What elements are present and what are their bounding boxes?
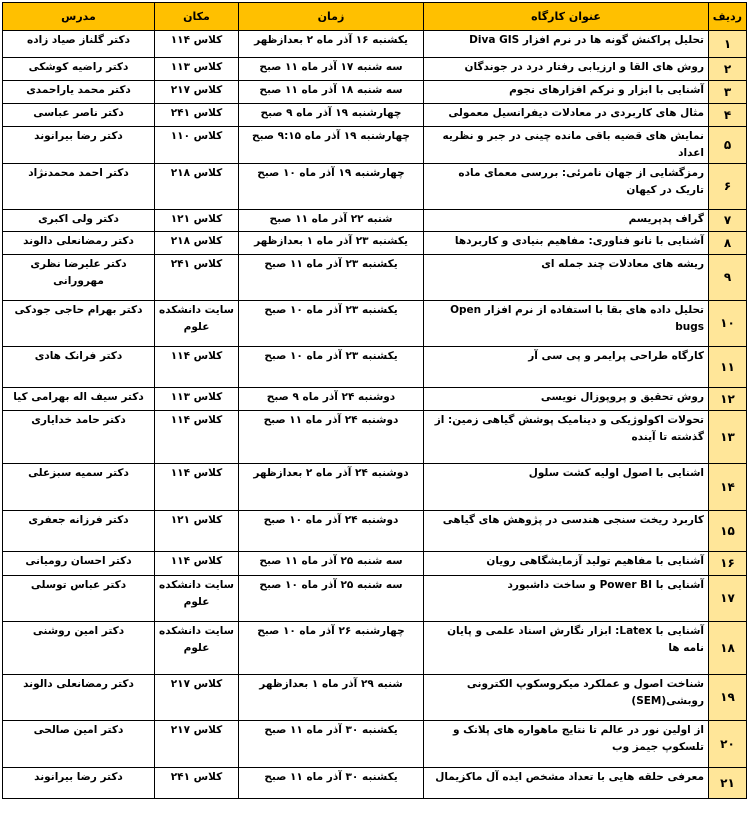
workshop-time: دوشنبه ۲۴ آذر ماه ۱۱ صبح (239, 411, 424, 464)
workshop-title: روش های القا و ارزیابی رفتار درد در جوندگان (424, 58, 709, 81)
workshop-title: از اولین نور در عالم تا نتایج ماهواره های پلانک و تلسکوپ جیمز وب (424, 721, 709, 768)
workshop-time: سه شنبه ۱۸ آذر ماه ۱۱ صبح (239, 81, 424, 104)
row-index: ۲۰ (709, 721, 747, 768)
workshop-title: کاربرد ریخت سنجی هندسی در پژوهش های گیاهی (424, 511, 709, 552)
workshop-title: آشنایی با نانو فناوری: مفاهیم بنیادی و کاربردها (424, 232, 709, 255)
table-row (3, 58, 747, 81)
workshop-teacher: دکتر محمد یاراحمدی (3, 81, 155, 104)
workshop-time: یکشنبه ۲۳ آذر ماه ۱ بعدازظهر (239, 232, 424, 255)
workshop-title: اشنایی با اصول اولیه کشت سلول (424, 464, 709, 511)
workshop-place: کلاس ۲۱۸ (155, 164, 239, 210)
workshop-title: ریشه های معادلات چند جمله ای (424, 255, 709, 301)
workshop-title: گراف پدپریسم (424, 210, 709, 232)
workshop-teacher: دکتر امین روشنی (3, 622, 155, 675)
workshop-title: نمایش های قضیه باقی مانده چینی در جبر و نظریه اعداد (424, 127, 709, 164)
workshop-place: کلاس ۱۱۴ (155, 411, 239, 464)
workshop-place: سایت دانشکده علوم (155, 301, 239, 347)
workshop-time: دوشنبه ۲۴ آذر ماه ۲ بعدازظهر (239, 464, 424, 511)
row-index: ۱۸ (709, 622, 747, 675)
row-index: ۵ (709, 127, 747, 164)
workshop-place: کلاس ۱۱۴ (155, 552, 239, 576)
workshop-title: معرفی حلقه هایی با تعداد مشخص ایده آل ماکزیمال (424, 768, 709, 799)
workshop-time: چهارشنبه ۱۹ آذر ماه ۱۰ صبح (239, 164, 424, 210)
workshop-teacher: دکتر رمضانعلی دالوند (3, 232, 155, 255)
header-title: عنوان کارگاه (424, 3, 709, 31)
workshop-schedule (2, 2, 746, 799)
workshop-time: یکشنبه ۳۰ آذر ماه ۱۱ صبح (239, 721, 424, 768)
table-row (3, 347, 747, 388)
header-place: مکان (155, 3, 239, 31)
workshop-teacher: دکتر رمضانعلی دالوند (3, 675, 155, 721)
row-index: ۷ (709, 210, 747, 232)
row-index: ۶ (709, 164, 747, 210)
workshop-place: کلاس ۱۲۱ (155, 210, 239, 232)
table-row (3, 164, 747, 210)
row-index: ۱۰ (709, 301, 747, 347)
row-index: ۳ (709, 81, 747, 104)
workshop-title: تحلیل پراکنش گونه ها در نرم افزار Diva GIS (424, 31, 709, 58)
workshop-place: کلاس ۲۴۱ (155, 104, 239, 127)
workshop-title: کارگاه طراحی پرایمر و پی سی آر (424, 347, 709, 388)
row-index: ۴ (709, 104, 747, 127)
workshop-place: کلاس ۱۱۳ (155, 58, 239, 81)
workshop-place: کلاس ۲۱۷ (155, 675, 239, 721)
workshop-title: آشنایی با Latex: ابزار نگارش اسناد علمی و پایان نامه ها (424, 622, 709, 675)
workshop-place: کلاس ۱۱۴ (155, 347, 239, 388)
table-row (3, 622, 747, 675)
table-row (3, 721, 747, 768)
header-time: زمان (239, 3, 424, 31)
row-index: ۱۱ (709, 347, 747, 388)
workshop-teacher: دکتر حامد خدایاری (3, 411, 155, 464)
schedule-table (2, 2, 747, 799)
table-body (3, 31, 747, 799)
workshop-time: دوشنبه ۲۴ آذر ماه ۹ صبح (239, 388, 424, 411)
header-row (3, 3, 747, 31)
workshop-place: کلاس ۱۲۱ (155, 511, 239, 552)
workshop-time: یکشنبه ۲۳ آذر ماه ۱۰ صبح (239, 301, 424, 347)
table-row (3, 576, 747, 622)
workshop-place: سایت دانشکده علوم (155, 622, 239, 675)
row-index: ۲۱ (709, 768, 747, 799)
workshop-teacher: دکتر فرانک هادی (3, 347, 155, 388)
workshop-teacher: دکتر علیرضا نظری مهرورانی (3, 255, 155, 301)
workshop-teacher: دکتر ولی اکبری (3, 210, 155, 232)
table-row (3, 768, 747, 799)
row-index: ۱۷ (709, 576, 747, 622)
header-teacher: مدرس (3, 3, 155, 31)
workshop-teacher: دکتر فرزانه جعفری (3, 511, 155, 552)
table-row (3, 255, 747, 301)
workshop-time: یکشنبه ۲۳ آذر ماه ۱۰ صبح (239, 347, 424, 388)
row-index: ۱۶ (709, 552, 747, 576)
row-index: ۱۹ (709, 675, 747, 721)
workshop-teacher: دکتر بهرام حاجی جودکی (3, 301, 155, 347)
workshop-title: روش تحقیق و پروپوزال نویسی (424, 388, 709, 411)
workshop-title: تحلیل داده های بقا با استفاده از نرم افزار Open bugs (424, 301, 709, 347)
row-index: ۹ (709, 255, 747, 301)
workshop-time: شنبه ۲۹ آذر ماه ۱ بعدازظهر (239, 675, 424, 721)
workshop-place: کلاس ۲۱۷ (155, 721, 239, 768)
header-index: ردیف (709, 3, 747, 31)
workshop-place: کلاس ۲۴۱ (155, 768, 239, 799)
row-index: ۸ (709, 232, 747, 255)
table-row (3, 127, 747, 164)
row-index: ۱۴ (709, 464, 747, 511)
workshop-teacher: دکتر احسان رومیانی (3, 552, 155, 576)
row-index: ۱ (709, 31, 747, 58)
workshop-place: کلاس ۱۱۴ (155, 31, 239, 58)
workshop-place: کلاس ۱۱۳ (155, 388, 239, 411)
workshop-teacher: دکتر راضیه کوشکی (3, 58, 155, 81)
row-index: ۱۵ (709, 511, 747, 552)
workshop-teacher: دکتر امین صالحی (3, 721, 155, 768)
workshop-teacher: دکتر سمیه سبزعلی (3, 464, 155, 511)
workshop-teacher: دکتر گلناز صیاد زاده (3, 31, 155, 58)
workshop-title: آشنایی با Power BI و ساخت داشبورد (424, 576, 709, 622)
workshop-title: تحولات اکولوژیکی و دینامیک پوشش گیاهی زمین: از گذشته تا آینده (424, 411, 709, 464)
workshop-time: یکشنبه ۱۶ آذر ماه ۲ بعدازظهر (239, 31, 424, 58)
table-row (3, 232, 747, 255)
workshop-title: آشنایی با ابزار و نرکم افزارهای نجوم (424, 81, 709, 104)
table-row (3, 464, 747, 511)
workshop-teacher: دکتر رضا بیرانوند (3, 127, 155, 164)
workshop-place: سایت دانشکده علوم (155, 576, 239, 622)
workshop-place: کلاس ۲۴۱ (155, 255, 239, 301)
workshop-time: دوشنبه ۲۴ آذر ماه ۱۰ صبح (239, 511, 424, 552)
workshop-teacher: دکتر ناصر عباسی (3, 104, 155, 127)
row-index: ۲ (709, 58, 747, 81)
workshop-time: چهارشنبه ۱۹ آذر ماه ۹:۱۵ صبح (239, 127, 424, 164)
table-row (3, 104, 747, 127)
workshop-time: سه شنبه ۱۷ آذر ماه ۱۱ صبح (239, 58, 424, 81)
workshop-teacher: دکتر احمد محمدنژاد (3, 164, 155, 210)
table-row (3, 210, 747, 232)
table-row (3, 675, 747, 721)
table-row (3, 301, 747, 347)
workshop-place: کلاس ۱۱۰ (155, 127, 239, 164)
table-row (3, 31, 747, 58)
workshop-place: کلاس ۲۱۷ (155, 81, 239, 104)
workshop-teacher: دکتر عباس توسلی (3, 576, 155, 622)
workshop-time: سه شنبه ۲۵ آذر ماه ۱۰ صبح (239, 576, 424, 622)
workshop-time: شنبه ۲۲ آذر ماه ۱۱ صبح (239, 210, 424, 232)
table-row (3, 411, 747, 464)
workshop-teacher: دکتر سیف اله بهرامی کیا (3, 388, 155, 411)
workshop-time: چهارشنبه ۲۶ آذر ماه ۱۰ صبح (239, 622, 424, 675)
workshop-teacher: دکتر رضا بیرانوند (3, 768, 155, 799)
workshop-time: چهارشنبه ۱۹ آذر ماه ۹ صبح (239, 104, 424, 127)
table-row (3, 81, 747, 104)
workshop-title: آشنایی با مفاهیم تولید آزمایشگاهی رویان (424, 552, 709, 576)
workshop-time: یکشنبه ۲۳ آذر ماه ۱۱ صبح (239, 255, 424, 301)
workshop-time: سه شنبه ۲۵ آذر ماه ۱۱ صبح (239, 552, 424, 576)
workshop-time: یکشنبه ۳۰ آذر ماه ۱۱ صبح (239, 768, 424, 799)
workshop-place: کلاس ۱۱۴ (155, 464, 239, 511)
workshop-title: مثال های کاربردی در معادلات دیفرانسیل معمولی (424, 104, 709, 127)
workshop-title: رمزگشایی از جهان نامرئی: بررسی معمای ماده تاریک در کیهان (424, 164, 709, 210)
table-row (3, 511, 747, 552)
row-index: ۱۳ (709, 411, 747, 464)
workshop-place: کلاس ۲۱۸ (155, 232, 239, 255)
table-row (3, 552, 747, 576)
row-index: ۱۲ (709, 388, 747, 411)
workshop-title: شناخت اصول و عملکرد میکروسکوپ الکترونی روبشی(SEM) (424, 675, 709, 721)
table-row (3, 388, 747, 411)
